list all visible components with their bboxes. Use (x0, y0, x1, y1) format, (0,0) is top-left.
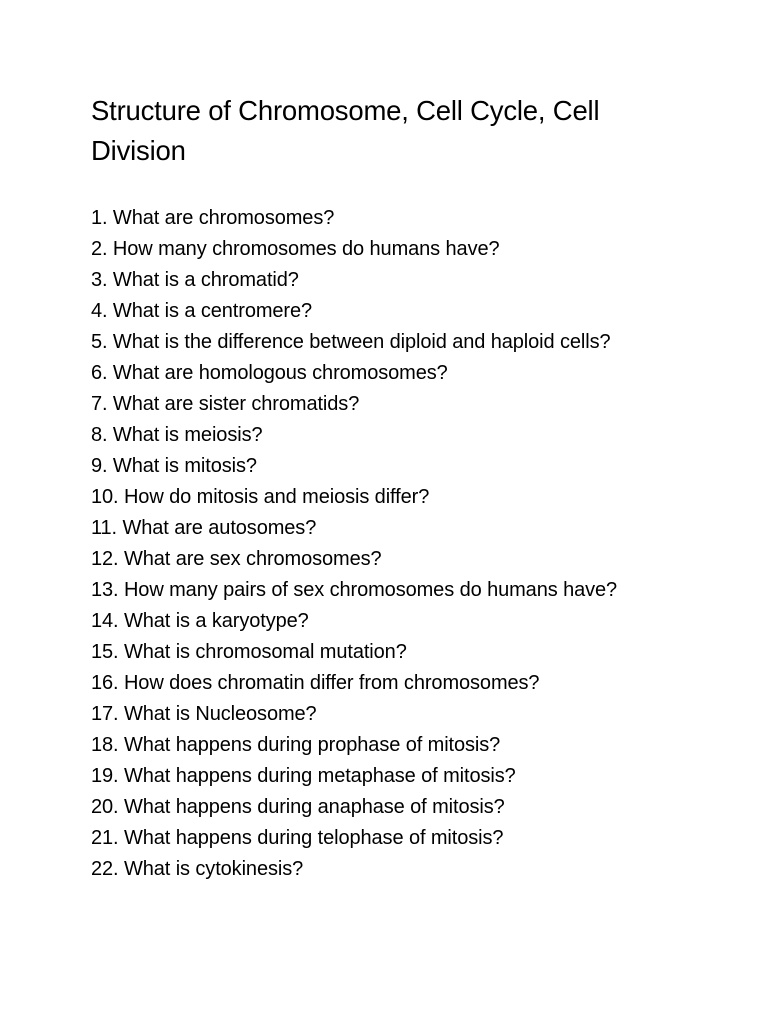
document-body (91, 91, 681, 885)
question-item: 7. What are sister chromatids? (91, 393, 360, 415)
question-item: 22. What is cytokinesis? (91, 858, 304, 880)
question-item: 5. What is the difference between diploid and haploid cells? (91, 331, 611, 353)
question-item: 13. How many pairs of sex chromosomes do humans have? (91, 579, 618, 601)
page-title: Structure of Chromosome, Cell Cycle, Cell Division (91, 95, 600, 166)
question-item: 9. What is mitosis? (91, 455, 257, 477)
question-item: 21. What happens during telophase of mitosis? (91, 827, 504, 849)
question-item: 3. What is a chromatid? (91, 269, 299, 291)
question-item: 17. What is Nucleosome? (91, 703, 317, 725)
question-item: 2. How many chromosomes do humans have? (91, 238, 500, 260)
question-item: 11. What are autosomes? (91, 517, 317, 539)
question-item: 4. What is a centromere? (91, 300, 313, 322)
question-item: 10. How do mitosis and meiosis differ? (91, 486, 430, 508)
question-item: 1. What are chromosomes? (91, 207, 335, 229)
question-item: 12. What are sex chromosomes? (91, 548, 382, 570)
question-item: 14. What is a karyotype? (91, 610, 309, 632)
question-item: 16. How does chromatin differ from chromosomes? (91, 672, 540, 694)
question-item: 19. What happens during metaphase of mitosis? (91, 765, 516, 787)
question-item: 20. What happens during anaphase of mitosis? (91, 796, 505, 818)
question-item: 8. What is meiosis? (91, 424, 263, 446)
question-item: 6. What are homologous chromosomes? (91, 362, 448, 384)
question-list (91, 203, 681, 885)
question-item: 15. What is chromosomal mutation? (91, 641, 407, 663)
question-item: 18. What happens during prophase of mitosis? (91, 734, 501, 756)
